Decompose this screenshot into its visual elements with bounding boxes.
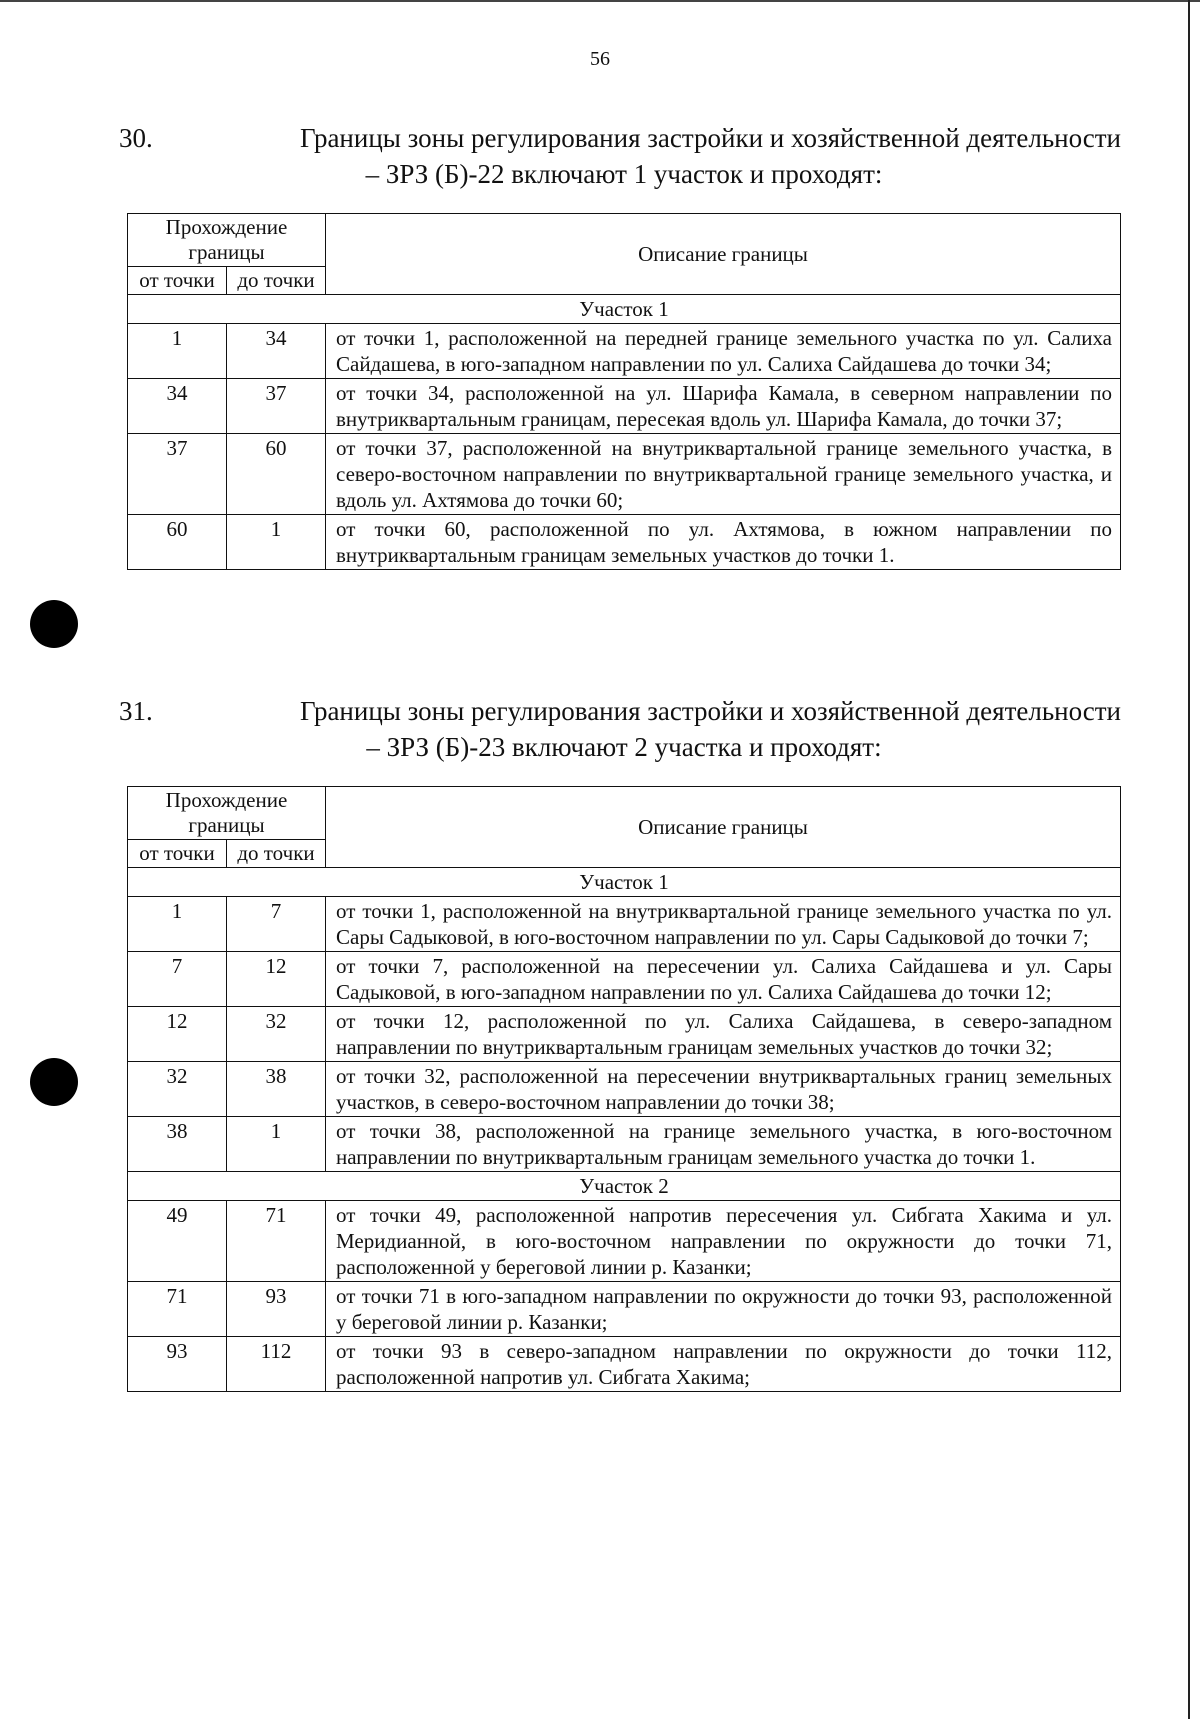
boundary-description: от точки 1, расположенной на передней границе земельного участка по ул. Салиха Сайдашева, в юго-западном направлении по ул. Салиха Сайдашева до точки 34; [326, 324, 1121, 379]
boundary-description: от точки 38, расположенной на границе земельного участка, в юго-восточном направлении по внутриквартальным границам земельного участка до точки 1. [326, 1117, 1121, 1172]
section-number: 31. [119, 696, 153, 726]
plot-label: Участок 1 [128, 295, 1121, 324]
page-number: 56 [590, 48, 610, 70]
section-subtitle: – ЗРЗ (Б)-22 включают 1 участок и проходят: [365, 159, 883, 189]
boundary-description: от точки 32, расположенной на пересечении внутриквартальных границ земельных участков, в северо-восточном направлении до точки 38; [326, 1062, 1121, 1117]
from-point: 37 [128, 434, 227, 515]
from-point: 1 [128, 324, 227, 379]
plot-label: Участок 1 [128, 868, 1121, 897]
scan-edge-top [0, 0, 1200, 2]
section-title: Границы зоны регулирования застройки и хозяйственной деятельности [300, 696, 1121, 726]
to-point: 112 [227, 1337, 326, 1392]
to-point: 7 [227, 897, 326, 952]
section-heading [119, 694, 1121, 786]
to-point: 71 [227, 1201, 326, 1282]
section-heading [119, 121, 1121, 213]
to-point: 12 [227, 952, 326, 1007]
from-point: 32 [128, 1062, 227, 1117]
boundary-description: от точки 60, расположенной по ул. Ахтямова, в южном направлении по внутриквартальным границам земельных участков до точки 1. [326, 515, 1121, 570]
boundary-table [127, 213, 1121, 570]
section-30 [119, 121, 1121, 570]
plot-row [128, 868, 1121, 897]
from-point: 34 [128, 379, 227, 434]
table-header-row [128, 787, 1121, 840]
from-point: 1 [128, 897, 227, 952]
from-point: 71 [128, 1282, 227, 1337]
plot-label: Участок 2 [128, 1172, 1121, 1201]
boundary-description: от точки 7, расположенной на пересечении ул. Салиха Сайдашева и ул. Сары Садыковой, в юго-западном направлении по ул. Салиха Сайдашева до точки 12; [326, 952, 1121, 1007]
table-row [128, 379, 1121, 434]
boundary-description: от точки 34, расположенной на ул. Шарифа Камала, в северном направлении по внутриквартальным границам, пересекая вдоль ул. Шарифа Камала, до точки 37; [326, 379, 1121, 434]
boundary-description: от точки 1, расположенной на внутриквартальной границе земельного участка по ул. Сары Садыковой, в юго-восточном направлении по ул. Сары Садыковой до точки 7; [326, 897, 1121, 952]
passage-header: Прохождение границы [128, 787, 326, 840]
section-31 [119, 694, 1121, 1392]
from-point: 12 [128, 1007, 227, 1062]
to-point: 38 [227, 1062, 326, 1117]
punch-hole [30, 1058, 78, 1106]
table-row [128, 952, 1121, 1007]
table-row [128, 515, 1121, 570]
from-point: 60 [128, 515, 227, 570]
section-subtitle: – ЗРЗ (Б)-23 включают 2 участка и проходят: [366, 732, 882, 762]
to-point: 1 [227, 515, 326, 570]
from-point: 49 [128, 1201, 227, 1282]
description-header: Описание границы [326, 214, 1121, 295]
table-row [128, 1282, 1121, 1337]
table-row [128, 324, 1121, 379]
section-number: 30. [119, 123, 153, 153]
to-point: 34 [227, 324, 326, 379]
plot-row [128, 1172, 1121, 1201]
boundary-description: от точки 12, расположенной по ул. Салиха Сайдашева, в северо-западном направлении по внутриквартальным границам земельных участков до точки 32; [326, 1007, 1121, 1062]
from-point: 93 [128, 1337, 227, 1392]
to-header: до точки [227, 267, 326, 295]
to-point: 93 [227, 1282, 326, 1337]
plot-row [128, 295, 1121, 324]
table-row [128, 434, 1121, 515]
boundary-description: от точки 71 в юго-западном направлении по окружности до точки 93, расположенной у береговой линии р. Казанки; [326, 1282, 1121, 1337]
from-point: 38 [128, 1117, 227, 1172]
boundary-table [127, 786, 1121, 1392]
punch-hole [30, 600, 78, 648]
boundary-description: от точки 49, расположенной напротив пересечения ул. Сибгата Хакима и ул. Меридианной, в юго-восточном направлении по окружности до точки 71, расположенной у береговой линии р. Казанки; [326, 1201, 1121, 1282]
to-point: 32 [227, 1007, 326, 1062]
table-row [128, 1201, 1121, 1282]
section-title: Границы зоны регулирования застройки и хозяйственной деятельности [300, 123, 1121, 153]
scan-edge-right [1188, 0, 1190, 1719]
table-row [128, 1062, 1121, 1117]
from-header: от точки [128, 840, 227, 868]
description-header: Описание границы [326, 787, 1121, 868]
from-point: 7 [128, 952, 227, 1007]
table-row [128, 1007, 1121, 1062]
to-point: 1 [227, 1117, 326, 1172]
to-point: 60 [227, 434, 326, 515]
boundary-description: от точки 37, расположенной на внутриквартальной границе земельного участка, в северо-восточном направлении по внутриквартальной границе земельного участка, и вдоль ул. Ахтямова до точки 60; [326, 434, 1121, 515]
table-row [128, 1337, 1121, 1392]
boundary-description: от точки 93 в северо-западном направлении по окружности до точки 112, расположенной напротив ул. Сибгата Хакима; [326, 1337, 1121, 1392]
table-header-row [128, 214, 1121, 267]
table-row [128, 897, 1121, 952]
from-header: от точки [128, 267, 227, 295]
to-point: 37 [227, 379, 326, 434]
to-header: до точки [227, 840, 326, 868]
table-row [128, 1117, 1121, 1172]
passage-header: Прохождение границы [128, 214, 326, 267]
